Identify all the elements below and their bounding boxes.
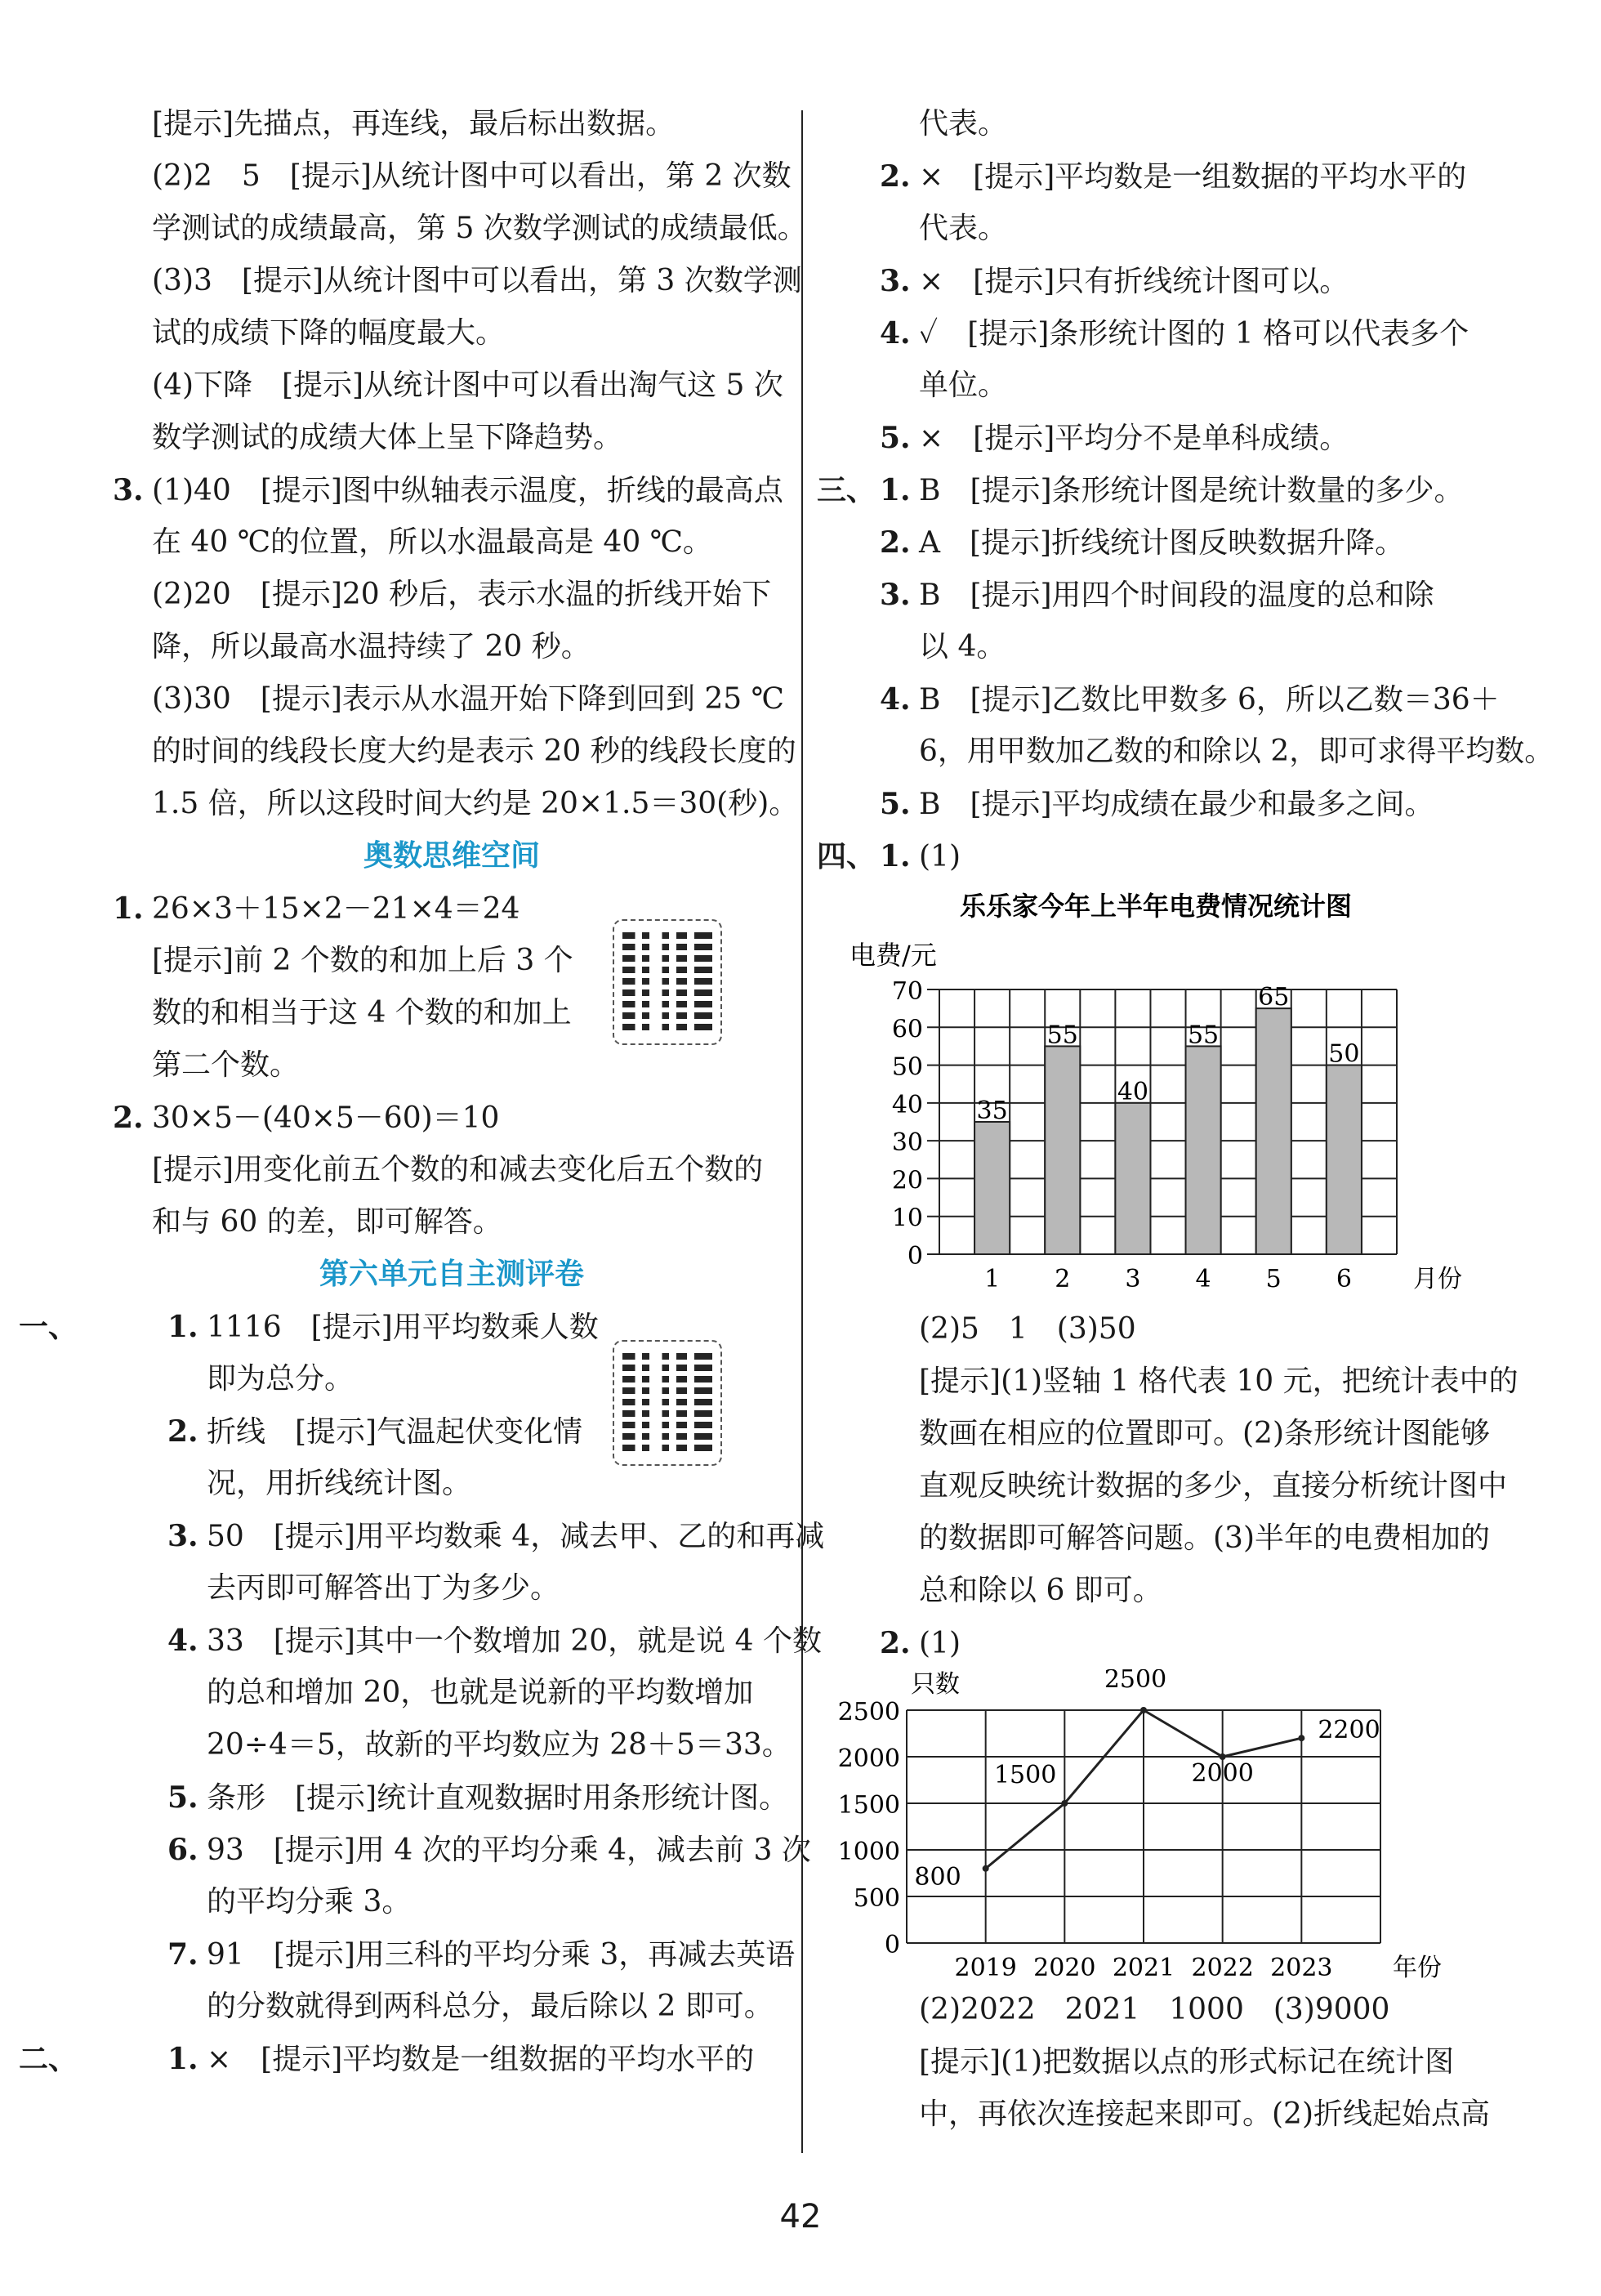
left-column (19, 98, 825, 2085)
text-line: 26×3＋15×2－21×4＝24 (152, 892, 520, 926)
data-label: 2500 (1104, 1669, 1167, 1694)
text-line: 单位。 (919, 369, 1008, 402)
item-number: 1. (167, 1310, 198, 1344)
text-line: 93 [提示]用 4 次的平均分乘 4，减去前 3 次 (207, 1834, 811, 1867)
answer-item (113, 1928, 796, 1981)
text-line: 代表。 (919, 212, 1008, 245)
bar (1186, 1046, 1221, 1254)
answer-item (825, 307, 1487, 360)
x-tick-label: 2021 (1112, 1954, 1175, 1982)
data-label: 1500 (993, 1761, 1057, 1789)
qr-code[interactable] (613, 919, 722, 1045)
y-tick-label: 10 (891, 1204, 923, 1233)
section-title: 第六单元自主测评卷 (319, 1257, 584, 1291)
item-number: 3. (880, 578, 911, 612)
answer-item (825, 778, 1487, 830)
text-line: 91 [提示]用三科的平均分乘 3，再减去英语 (207, 1938, 796, 1972)
text-line: 代表。 (919, 107, 1008, 141)
section-number: 一、 (19, 1310, 78, 1344)
item-number: 5. (167, 1780, 198, 1815)
data-label: 2000 (1191, 1759, 1254, 1788)
x-tick-label: 6 (1336, 1265, 1352, 1293)
section-number: 二、 (19, 2042, 78, 2076)
text-line: 1116 [提示]用平均数乘人数 (207, 1311, 599, 1344)
item-number: 3. (113, 473, 144, 507)
text-line: [提示]先描点，再连线，最后标出数据。 (152, 107, 676, 141)
answer-item (825, 1617, 1487, 1669)
answer-item (19, 2033, 791, 2085)
text-line: 第二个数。 (152, 1048, 300, 1082)
answer-item (825, 255, 1487, 307)
text-line: 的时间的线段长度大约是表示 20 秒的线段长度的 (152, 735, 796, 768)
item-number: 2. (880, 1626, 911, 1660)
item-number: 1. (880, 839, 911, 873)
y-tick-label: 50 (891, 1052, 923, 1082)
text-line: [提示]用变化前五个数的和减去变化后五个数的 (152, 1153, 764, 1186)
text-line: 6，用甲数加乙数的和除以 2，即可求得平均数。 (919, 735, 1554, 768)
item-number: 1. (113, 891, 144, 926)
answer-item (817, 464, 1487, 516)
text-line: 数画在相应的位置即可。(2)条形统计图能够 (919, 1417, 1490, 1450)
text-line: (2)2022 2021 1000 (3)9000 (919, 1993, 1390, 2026)
data-point (1140, 1707, 1147, 1713)
line-chart (825, 1669, 1487, 1984)
chart-title: 乐乐家今年上半年电费情况统计图 (959, 891, 1353, 922)
x-tick-label: 2019 (954, 1954, 1017, 1982)
bar (1115, 1103, 1150, 1254)
qr-code-image (622, 1353, 712, 1451)
x-tick-label: 2022 (1191, 1954, 1254, 1982)
text-line: 的总和增加 20，也就是说新的平均数增加 (207, 1676, 754, 1709)
text-line: (4)下降 [提示]从统计图中可以看出淘气这 5 次 (152, 369, 783, 402)
text-line: (3)30 [提示]表示从水温开始下降到回到 25 ℃ (152, 682, 784, 716)
y-axis-label: 电费/元 (850, 940, 937, 971)
data-label: 55 (1187, 1021, 1220, 1050)
x-tick-label: 2023 (1270, 1954, 1333, 1982)
data-point (983, 1865, 989, 1872)
item-number: 2. (113, 1101, 144, 1135)
bar (974, 1122, 1010, 1254)
text-line: 1.5 倍，所以这段时间大约是 20×1.5＝30(秒)。 (152, 787, 799, 820)
text-line: (1)40 [提示]图中纵轴表示温度，折线的最高点 (152, 474, 783, 507)
text-line: 和与 60 的差，即可解答。 (152, 1205, 502, 1239)
text-line: (2)5 1 (3)50 (919, 1312, 1136, 1346)
y-tick-label: 0 (884, 1931, 900, 1959)
x-tick-label: 4 (1195, 1265, 1211, 1293)
text-line: 学测试的成绩最高，第 5 次数学测试的成绩最低。 (152, 212, 807, 245)
text-line: 在 40 ℃的位置，所以水温最高是 40 ℃。 (152, 525, 712, 559)
text-line: 33 [提示]其中一个数增加 20，就是说 4 个数 (207, 1624, 822, 1658)
text-line: 数学测试的成绩大体上呈下降趋势。 (152, 421, 623, 454)
text-line: 的分数就得到两科总分，最后除以 2 即可。 (207, 1990, 774, 2023)
item-number: 2. (880, 159, 911, 194)
text-line: A [提示]折线统计图反映数据升降。 (919, 526, 1405, 560)
text-line: 的数据即可解答问题。(3)半年的电费相加的 (919, 1521, 1490, 1555)
qr-code[interactable] (613, 1340, 722, 1466)
text-line: B [提示]条形统计图是统计数量的多少。 (919, 474, 1464, 507)
y-tick-label: 0 (907, 1242, 923, 1271)
data-label: 50 (1328, 1039, 1360, 1069)
answer-item (113, 1092, 791, 1144)
answer-item (825, 569, 1487, 621)
item-number: 4. (167, 1624, 198, 1658)
bar (1256, 1008, 1291, 1254)
text-line: 降，所以最高水温持续了 20 秒。 (152, 630, 591, 663)
item-number: 3. (167, 1519, 198, 1553)
text-line: 总和除以 6 即可。 (919, 1574, 1162, 1607)
answer-item (113, 464, 791, 516)
text-line: 20÷4＝5，故新的平均数应为 28＋5＝33。 (207, 1728, 792, 1762)
item-number: 1. (167, 2042, 198, 2076)
item-number: 2. (167, 1414, 198, 1449)
answer-item (825, 412, 1487, 464)
x-tick-label: 2 (1055, 1265, 1071, 1293)
x-axis-label: 月份 (1413, 1265, 1462, 1293)
text-line: (2)2 5 [提示]从统计图中可以看出，第 2 次数 (152, 159, 792, 193)
text-line: 的平均分乘 3。 (207, 1885, 412, 1919)
item-number: 4. (880, 682, 911, 717)
data-label: 40 (1117, 1077, 1149, 1106)
bar-chart (825, 882, 1487, 1303)
text-line: × [提示]平均数是一组数据的平均水平的 (919, 160, 1467, 194)
y-tick-label: 1500 (837, 1791, 900, 1820)
text-line: B [提示]用四个时间段的温度的总和除 (919, 578, 1434, 612)
text-line: (1) (919, 1627, 961, 1660)
text-line: 直观反映统计数据的多少，直接分析统计图中 (919, 1469, 1508, 1503)
answer-item (825, 673, 1500, 726)
text-line: 50 [提示]用平均数乘 4，减去甲、乙的和再减 (207, 1520, 825, 1553)
data-label: 55 (1046, 1021, 1078, 1050)
text-line: × [提示]平均分不是单科成绩。 (919, 422, 1349, 455)
item-number: 3. (880, 264, 911, 298)
data-point (1061, 1800, 1068, 1807)
text-line: 条形 [提示]统计直观数据时用条形统计图。 (207, 1781, 789, 1815)
text-line: × [提示]只有折线统计图可以。 (919, 265, 1349, 298)
answer-item (825, 150, 1487, 203)
answer-item (113, 1824, 811, 1876)
text-line: 以 4。 (919, 630, 1006, 663)
section-title: 奥数思维空间 (363, 839, 540, 873)
x-tick-label: 5 (1265, 1265, 1282, 1293)
answer-item (825, 516, 1487, 569)
section-number: 三、 (817, 473, 876, 507)
y-tick-label: 40 (891, 1090, 923, 1119)
text-line: 去丙即可解答出丁为多少。 (207, 1571, 560, 1605)
text-line: [提示](1)把数据以点的形式标记在统计图 (919, 2045, 1455, 2079)
y-tick-label: 70 (891, 977, 923, 1006)
y-tick-label: 2000 (837, 1744, 900, 1773)
text-line: 30×5－(40×5－60)＝10 (152, 1101, 500, 1135)
x-tick-label: 1 (984, 1265, 1001, 1293)
data-label: 800 (914, 1862, 961, 1892)
qr-code-image (622, 932, 712, 1030)
item-number: 5. (880, 787, 911, 821)
section-number: 四、 (817, 839, 876, 873)
text-line: 数的和相当于这 4 个数的和加上 (152, 996, 572, 1030)
page-number: 42 (779, 2198, 822, 2236)
answer-item (817, 830, 1487, 882)
text-line: [提示](1)竖轴 1 格代表 10 元，把统计表中的 (919, 1365, 1518, 1398)
x-axis-label: 年份 (1393, 1954, 1442, 1982)
y-tick-label: 1000 (837, 1838, 900, 1866)
right-column (817, 98, 1554, 2141)
y-tick-label: 2500 (837, 1698, 900, 1726)
bar (1327, 1065, 1362, 1254)
text-line: B [提示]乙数比甲数多 6，所以乙数＝36＋ (919, 683, 1500, 717)
item-number: 2. (880, 525, 911, 560)
text-line: 试的成绩下降的幅度最大。 (152, 316, 506, 350)
text-line: (2)20 [提示]20 秒后，表示水温的折线开始下 (152, 578, 772, 611)
data-label: 2200 (1318, 1716, 1380, 1745)
text-line: (1) (919, 840, 961, 873)
x-tick-label: 2020 (1033, 1954, 1096, 1982)
data-label: 65 (1258, 983, 1290, 1012)
y-axis-label: 只数 (911, 1670, 960, 1699)
text-line: B [提示]平均成绩在最少和最多之间。 (919, 788, 1434, 821)
y-tick-label: 30 (891, 1128, 923, 1158)
text-line: 况，用折线统计图。 (207, 1467, 472, 1500)
text-line: × [提示]平均数是一组数据的平均水平的 (207, 2043, 755, 2076)
text-line: 即为总分。 (207, 1362, 355, 1396)
data-point (1298, 1735, 1304, 1741)
text-line: [提示]前 2 个数的和加上后 3 个 (152, 944, 573, 977)
data-label: 35 (976, 1097, 1008, 1125)
text-line: ✓ [提示]条形统计图的 1 格可以代表多个 (919, 317, 1469, 351)
item-number: 1. (880, 473, 911, 507)
item-number: 4. (880, 316, 911, 351)
answer-item (113, 1510, 825, 1562)
item-number: 5. (880, 421, 911, 455)
x-tick-label: 3 (1125, 1265, 1141, 1293)
text-line: 中，再依次连接起来即可。(2)折线起始点高 (919, 2097, 1490, 2131)
y-tick-label: 20 (891, 1166, 923, 1195)
y-tick-label: 500 (853, 1884, 900, 1913)
answer-item (113, 1615, 822, 1667)
item-number: 6. (167, 1833, 198, 1867)
y-tick-label: 60 (891, 1015, 923, 1044)
text-line: (3)3 [提示]从统计图中可以看出，第 3 次数学测 (152, 264, 802, 297)
answer-item (113, 1771, 791, 1824)
bar (1045, 1046, 1080, 1254)
text-line: 折线 [提示]气温起伏变化情 (207, 1415, 583, 1449)
item-number: 7. (167, 1937, 198, 1972)
